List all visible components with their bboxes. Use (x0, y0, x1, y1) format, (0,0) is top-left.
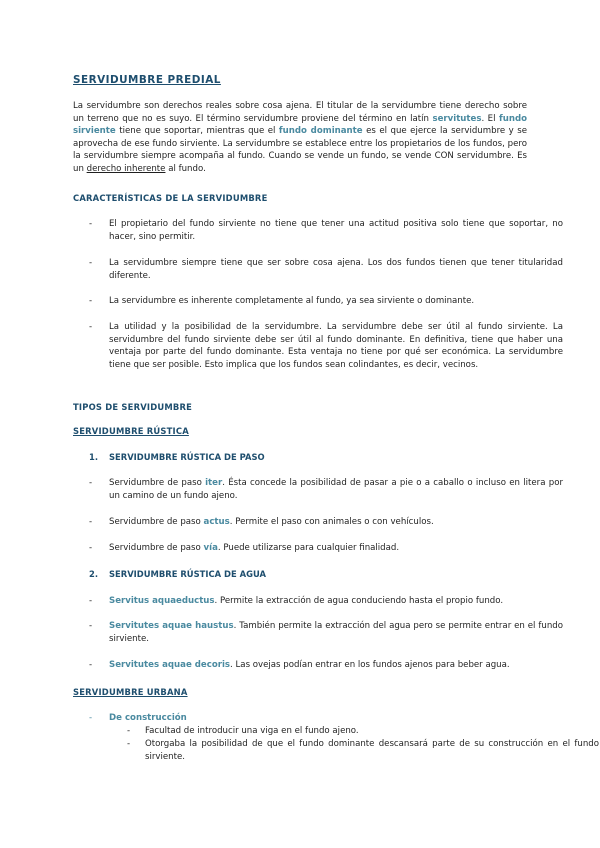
sub-list-item: - Facultad de introducir una viga en el fundo ajeno. (127, 726, 359, 736)
numbered-heading-paso: 1. SERVIDUMBRE RÚSTICA DE PASO (89, 452, 265, 462)
list-item: - La utilidad y la posibilidad de la servidumbre. La servidumbre debe ser útil al fundo sirviente. La servidumbre del fundo sirviente debe ser útil al fundo dominante. En definitiva, tiene que haber una ventaja por parte del fundo dominante. Esta ventaja no tiene por qué ser económica. La servidumbre tiene que ser posible. Esto implica que los fundos sean colindantes, es decir, vecinos. (89, 322, 563, 370)
list-item: - Servitutes aquae haustus. También permite la extracción del agua pero se permite entrar en el fundo sirviente. (89, 621, 563, 644)
numbered-heading-agua: 2. SERVIDUMBRE RÚSTICA DE AGUA (89, 569, 266, 579)
term-via: vía (203, 543, 218, 553)
term-haustus: Servitutes aquae haustus (109, 621, 234, 631)
term-fundo-dominante: fundo dominante (278, 126, 363, 137)
list-item: - Servidumbre de paso iter. Ésta concede la posibilidad de pasar a pie o a caballo o incluso en litera por un camino de un fundo ajeno. (89, 478, 563, 501)
list-item: - Servidumbre de paso actus. Permite el paso con animales o con vehículos. (89, 517, 434, 527)
term-construccion: De construcción (109, 713, 187, 723)
section-heading-tipos: TIPOS DE SERVIDUMBRE (73, 402, 193, 412)
list-item: - La servidumbre es inherente completamente al fundo, ya sea sirviente o dominante. (89, 296, 475, 306)
term-servitutes: servitutes (432, 113, 482, 124)
term-actus: actus (203, 517, 230, 527)
section-heading-urbana: SERVIDUMBRE URBANA (73, 687, 188, 697)
sub-list-item: - Otorgaba la posibilidad de que el fundo dominante descansará parte de su construcción en el fundo sirviente. (127, 739, 599, 762)
term-fundo-sirviente: fundo sirviente (73, 113, 527, 137)
list-item: - El propietario del fundo sirviente no tiene que tener una actitud positiva solo tiene que soportar, no hacer, sino permitir. (89, 219, 563, 242)
section-heading-rustica: SERVIDUMBRE RÚSTICA (73, 426, 189, 436)
section-heading-caracteristicas: CARACTERÍSTICAS DE LA SERVIDUMBRE (73, 193, 268, 203)
list-item: - Servitutes aquae decoris. Las ovejas podían entrar en los fundos ajenos para beber agua. (89, 660, 510, 670)
list-item: - De construcción (89, 713, 187, 723)
list-item: - Servitus aquaeductus. Permite la extracción de agua conduciendo hasta el propio fundo. (89, 596, 504, 606)
term-decoris: Servitutes aquae decoris (109, 660, 231, 670)
intro-paragraph: La servidumbre son derechos reales sobre cosa ajena. El titular de la servidumbre tiene derecho sobre un terreno que no es suyo. El término servidumbre proviene del término en latín servitutes. El fundo sirviente tiene que soportar, mientras que el fundo dominante es el que ejerce la servidumbre y se aprovecha de ese fundo sirviente. La servidumbre se establece entre los propietarios de los fundos, pero la servidumbre siempre acompaña al fundo. Cuando se vende un fundo, se vende CON servidumbre. Es un derecho inherente al fundo. (73, 101, 528, 174)
list-item: - Servidumbre de paso vía. Puede utilizarse para cualquier finalidad. (89, 543, 400, 553)
term-aquaeductus: Servitus aquaeductus (109, 596, 215, 606)
page-title: SERVIDUMBRE PREDIAL (73, 74, 221, 86)
list-item: - La servidumbre siempre tiene que ser sobre cosa ajena. Los dos fundos tienen que tener titularidad diferente. (89, 258, 563, 281)
term-derecho-inherente: derecho inherente (86, 163, 166, 174)
term-iter: iter (205, 478, 223, 488)
